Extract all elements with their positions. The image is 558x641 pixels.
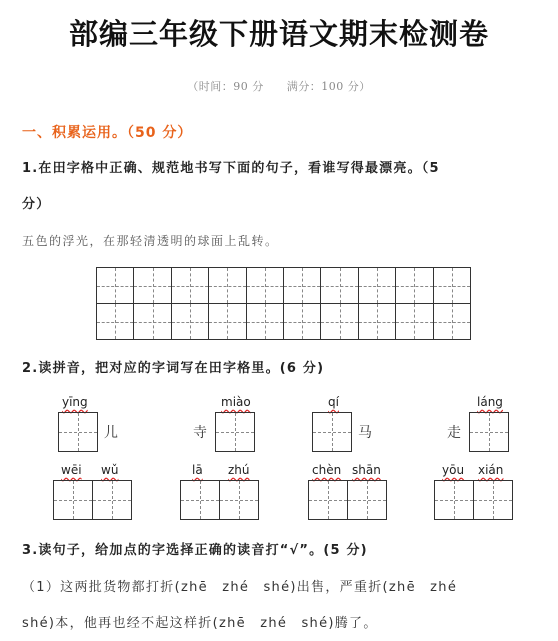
pinyin-label: qí: [328, 395, 339, 409]
grid-cell[interactable]: [208, 267, 246, 304]
question-3: 3.读句子，给加点的字选择正确的读音打“√”。(5 分): [22, 543, 368, 558]
grid-cell[interactable]: [320, 303, 358, 340]
grid-cell[interactable]: [208, 303, 246, 340]
question-1: [22, 151, 538, 223]
pinyin-label: wǔ: [101, 463, 119, 477]
answer-box[interactable]: [308, 480, 348, 520]
pinyin-label: yōu: [442, 463, 465, 477]
grid-cell[interactable]: [133, 267, 171, 304]
answer-box[interactable]: [53, 480, 93, 520]
answer-box[interactable]: [312, 412, 352, 452]
page-title: 部编三年级下册语文期末检测卷: [68, 17, 489, 51]
grid-cell[interactable]: [395, 267, 433, 304]
grid-cell[interactable]: [96, 267, 134, 304]
writing-grid: [96, 267, 470, 339]
answer-box[interactable]: [219, 480, 259, 520]
pinyin-label: miào: [221, 395, 251, 409]
question-3-item-1-line2: shé)本，他再也经不起这样折(zhē zhé shé)腾了。: [22, 616, 378, 631]
grid-cell[interactable]: [358, 303, 396, 340]
grid-cell[interactable]: [358, 267, 396, 304]
grid-cell[interactable]: [246, 267, 284, 304]
answer-box[interactable]: [434, 480, 474, 520]
pinyin-label: láng: [477, 395, 503, 409]
given-char: 马: [358, 425, 372, 441]
given-char: 寺: [193, 425, 207, 441]
grid-cell[interactable]: [433, 267, 471, 304]
grid-cell[interactable]: [283, 267, 321, 304]
grid-cell[interactable]: [171, 303, 209, 340]
exam-info: （时间：90 分 满分：100 分）: [187, 80, 371, 93]
given-char: 儿: [104, 425, 118, 441]
grid-cell[interactable]: [171, 267, 209, 304]
question-2: 2.读拼音，把对应的字词写在田字格里。(6 分): [22, 361, 325, 376]
given-char: 走: [447, 425, 461, 441]
sample-sentence: 五色的浮光，在那轻清透明的球面上乱转。: [22, 234, 279, 248]
pinyin-label: shān: [352, 463, 381, 477]
answer-box[interactable]: [473, 480, 513, 520]
grid-cell[interactable]: [246, 303, 284, 340]
answer-box[interactable]: [347, 480, 387, 520]
question-1-line1: 1.在田字格中正确、规范地书写下面的句子，看谁写得最漂亮。（5: [22, 161, 440, 176]
answer-box[interactable]: [215, 412, 255, 452]
grid-cell[interactable]: [283, 303, 321, 340]
pinyin-label: yīng: [62, 395, 88, 409]
question-1-line2: 分）: [22, 197, 51, 212]
section-heading-1: 一、积累运用。（50 分）: [22, 125, 193, 141]
pinyin-label: chèn: [312, 463, 342, 477]
question-3-item-1-line1: （1）这两批货物都打折(zhē zhé shé)出售，严重折(zhē zhé: [22, 580, 458, 595]
grid-cell[interactable]: [320, 267, 358, 304]
pinyin-label: lā: [192, 463, 203, 477]
grid-cell[interactable]: [395, 303, 433, 340]
grid-cell[interactable]: [133, 303, 171, 340]
grid-cell[interactable]: [433, 303, 471, 340]
pinyin-label: xián: [478, 463, 504, 477]
answer-box[interactable]: [180, 480, 220, 520]
grid-cell[interactable]: [96, 303, 134, 340]
answer-box[interactable]: [469, 412, 509, 452]
pinyin-label: wēi: [61, 463, 82, 477]
answer-box[interactable]: [92, 480, 132, 520]
answer-box[interactable]: [58, 412, 98, 452]
pinyin-label: zhú: [228, 463, 250, 477]
